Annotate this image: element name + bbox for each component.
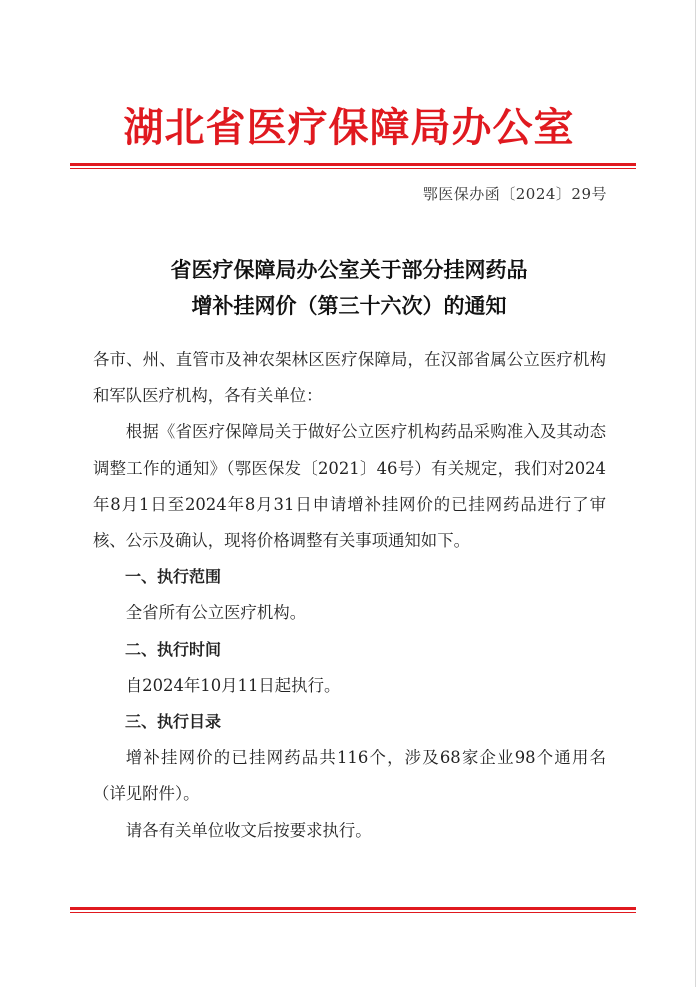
section-heading-catalog: 三、执行目录 [125, 712, 222, 732]
document-body [93, 342, 606, 849]
masthead-title: 湖北省医疗保障局办公室 [123, 104, 575, 151]
masthead-rule [70, 163, 636, 169]
intro-paragraph: 根据《省医疗保障局关于做好公立医疗机构药品采购准入及其动态调整工作的通知》（鄂医保发〔2021〕46号）有关规定，我们对2024年8月1日至2024年8月31日申请增补挂网价的已挂网药品进行了审核、公示及确认，现将价格调整有关事项通知如下。 [93, 422, 606, 551]
title-line-2: 增补挂网价（第三十六次）的通知 [191, 293, 507, 318]
section-content-scope: 全省所有公立医疗机构。 [125, 603, 307, 623]
section-heading-time: 二、执行时间 [125, 639, 222, 659]
section-heading-scope: 一、执行范围 [125, 567, 222, 587]
addressee: 各市、州、直管市及神农架林区医疗保障局，在汉部省属公立医疗机构和军队医疗机构，各有关单位： [93, 350, 606, 406]
closing-paragraph: 请各有关单位收文后按要求执行。 [125, 820, 372, 840]
footer-rule [70, 907, 636, 913]
section-content-catalog: 增补挂网价的已挂网药品共116个，涉及68家企业98个通用名（详见附件）。 [93, 748, 606, 804]
document-title [0, 252, 698, 324]
document-number: 鄂医保办函〔2024〕29号 [422, 185, 607, 203]
title-line-1: 省医疗保障局办公室关于部分挂网药品 [170, 257, 528, 282]
section-content-time: 自2024年10月11日起执行。 [125, 675, 341, 695]
